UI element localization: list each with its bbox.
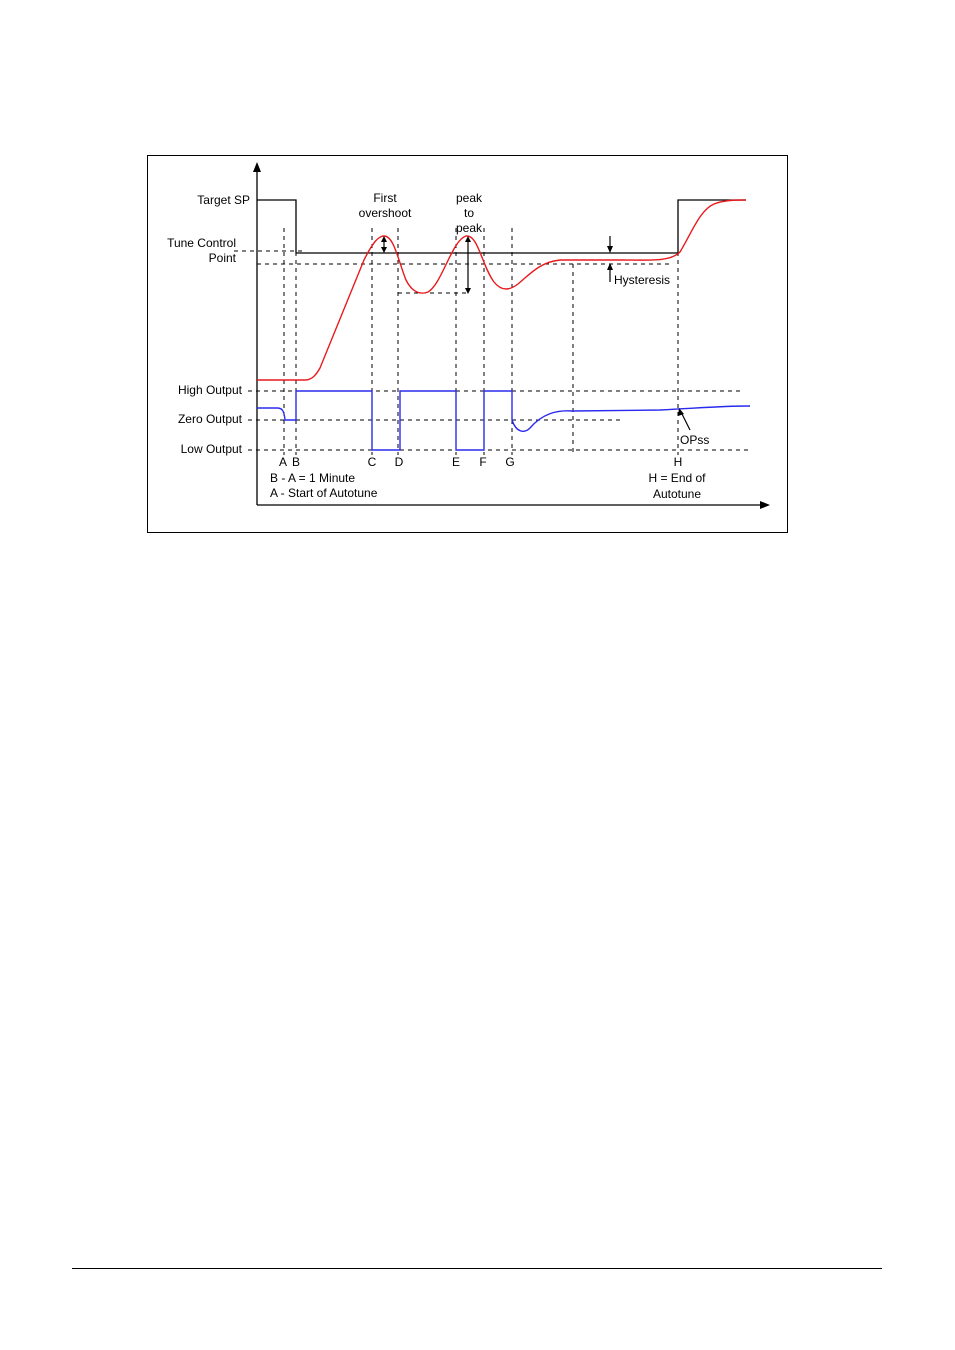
footer-rule xyxy=(72,1268,882,1269)
note-b-minus-a: B - A = 1 Minute xyxy=(270,471,356,485)
label-opss: OPss xyxy=(680,433,710,447)
label-zero-output: Zero Output xyxy=(177,412,242,426)
marker-letters xyxy=(279,455,682,469)
label-hysteresis: Hysteresis xyxy=(614,273,671,287)
note-h-end: H = End of xyxy=(648,471,706,485)
setpoint-trace xyxy=(257,200,746,253)
marker-d: D xyxy=(394,455,404,469)
reference-lines xyxy=(234,251,748,450)
marker-lines xyxy=(284,228,678,455)
process-value-trace xyxy=(257,200,746,380)
opss-pointer-arrow xyxy=(678,408,690,430)
marker-h: H xyxy=(673,455,683,469)
label-peak: peak xyxy=(455,191,483,205)
first-overshoot-arrow xyxy=(381,236,387,253)
marker-b: B xyxy=(291,455,301,469)
label-tune-control: Tune Control xyxy=(167,236,236,250)
label-low-output: Low Output xyxy=(180,442,242,456)
label-overshoot: overshoot xyxy=(358,206,412,220)
label-first: First xyxy=(373,191,397,205)
y-axis-arrow xyxy=(253,162,261,172)
marker-e: E xyxy=(451,455,461,469)
hysteresis-arrows xyxy=(607,236,613,282)
label-tune-control-point: Point xyxy=(208,251,236,265)
label-peak-2: peak xyxy=(455,221,483,235)
marker-a: A xyxy=(278,455,288,469)
peak-to-peak-arrow xyxy=(465,236,471,294)
label-high-output: High Output xyxy=(177,383,242,397)
x-axis-arrow xyxy=(760,501,770,509)
label-to: to xyxy=(463,206,475,220)
marker-f: F xyxy=(479,455,487,469)
marker-c: C xyxy=(367,455,377,469)
note-h-autotune: Autotune xyxy=(652,487,702,501)
marker-g: G xyxy=(505,455,515,469)
label-target-sp: Target SP xyxy=(197,193,250,207)
note-a-start: A - Start of Autotune xyxy=(270,486,378,500)
